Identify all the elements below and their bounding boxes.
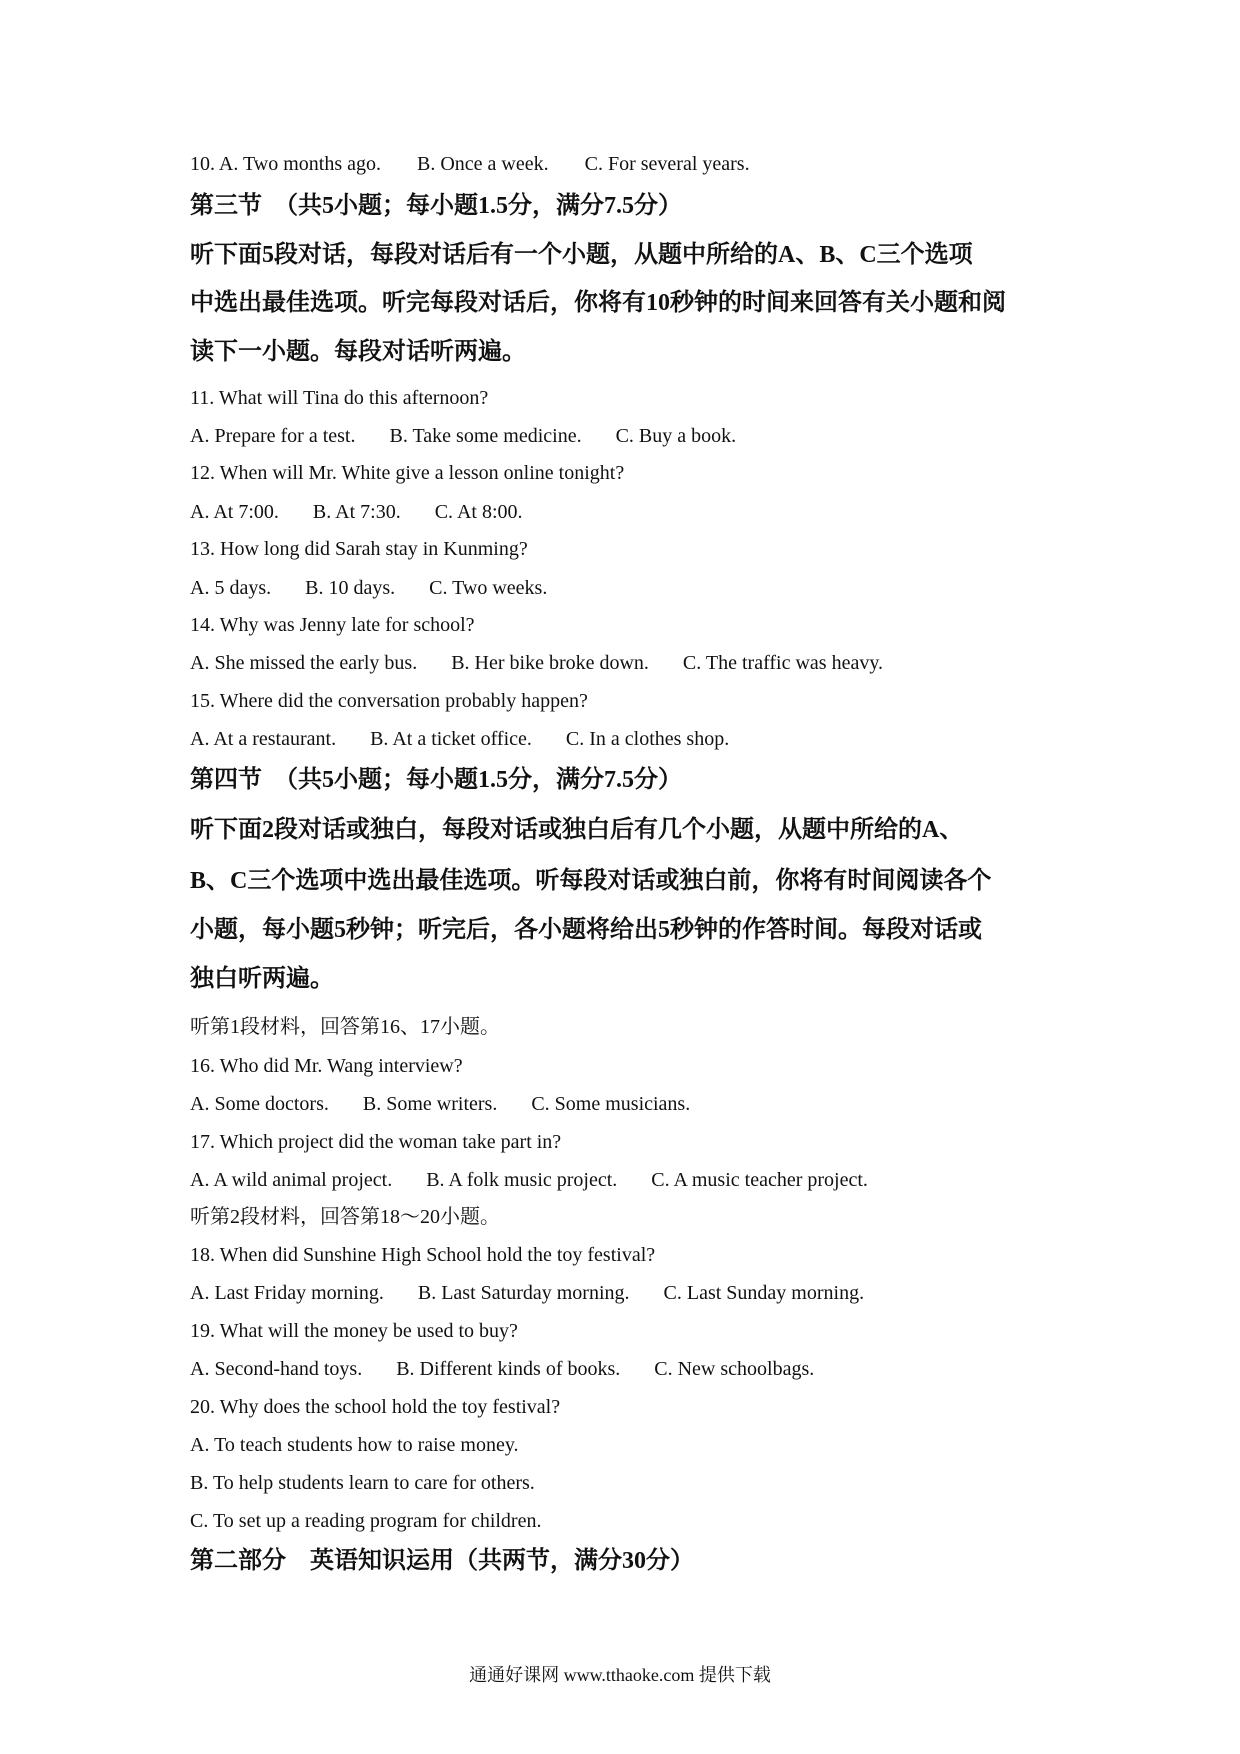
q18-options — [190, 1280, 864, 1306]
q11-options — [190, 423, 736, 449]
q19-option-c: C. New schoolbags. — [654, 1358, 815, 1380]
question-16: 16. Who did Mr. Wang interview? — [190, 1055, 463, 1077]
q10-options — [190, 151, 750, 177]
q17-option-c: C. A music teacher project. — [651, 1169, 868, 1191]
q12-option-b: B. At 7:30. — [312, 501, 401, 523]
q19-option-b: B. Different kinds of books. — [396, 1358, 621, 1380]
section-3-instruction-line-3: 读下一小题。每段对话听两遍。 — [190, 339, 526, 365]
q16-option-b: B. Some writers. — [362, 1093, 498, 1115]
q12-options — [190, 499, 523, 525]
question-11: 11. What will Tina do this afternoon? — [190, 387, 489, 409]
q15-options — [190, 726, 729, 752]
q16-option-a: A. Some doctors. — [190, 1093, 329, 1115]
section-4-instruction-line-2: B、C三个选项中选出最佳选项。听每段对话或独白前，你将有时间阅读各个 — [190, 868, 992, 894]
question-12: 12. When will Mr. White give a lesson online tonight? — [190, 462, 625, 484]
q18-option-b: B. Last Saturday morning. — [417, 1282, 630, 1304]
question-13: 13. How long did Sarah stay in Kunming? — [190, 538, 528, 560]
q20-option-c: C. To set up a reading program for children. — [190, 1510, 542, 1532]
q10-option-a: 10. A. Two months ago. — [190, 153, 382, 175]
q11-option-c: C. Buy a book. — [615, 425, 737, 447]
q19-options — [190, 1356, 814, 1382]
section-4-heading: 第四节 （共5小题；每小题1.5分，满分7.5分） — [190, 767, 682, 793]
section-4-instruction-line-3: 小题，每小题5秒钟；听完后，各小题将给出5秒钟的作答时间。每段对话或 — [190, 917, 982, 943]
q10-option-c: C. For several years. — [584, 153, 750, 175]
q10-option-b: B. Once a week. — [417, 153, 549, 175]
material-2-note: 听第2段材料，回答第18～20小题。 — [190, 1206, 500, 1228]
q14-option-b: B. Her bike broke down. — [451, 652, 649, 674]
page-footer: 通通好课网 www.tthaoke.com 提供下载 — [469, 1665, 771, 1685]
question-18: 18. When did Sunshine High School hold the toy festival? — [190, 1244, 656, 1266]
q15-option-b: B. At a ticket office. — [370, 728, 532, 750]
question-14: 14. Why was Jenny late for school? — [190, 614, 475, 636]
q13-option-b: B. 10 days. — [305, 577, 396, 599]
material-1-note: 听第1段材料，回答第16、17小题。 — [190, 1016, 500, 1038]
q14-option-c: C. The traffic was heavy. — [682, 652, 884, 674]
q19-option-a: A. Second-hand toys. — [190, 1358, 363, 1380]
q16-option-c: C. Some musicians. — [531, 1093, 691, 1115]
q12-option-c: C. At 8:00. — [434, 501, 523, 523]
section-3-instruction-line-2: 中选出最佳选项。听完每段对话后，你将有10秒钟的时间来回答有关小题和阅 — [190, 290, 1006, 316]
q20-option-b: B. To help students learn to care for others. — [190, 1472, 535, 1494]
q14-option-a: A. She missed the early bus. — [190, 652, 418, 674]
question-17: 17. Which project did the woman take part in? — [190, 1131, 562, 1153]
q20-option-a: A. To teach students how to raise money. — [190, 1434, 519, 1456]
q17-option-a: A. A wild animal project. — [190, 1169, 393, 1191]
q18-option-c: C. Last Sunday morning. — [663, 1282, 865, 1304]
part-2-heading: 第二部分 英语知识运用（共两节，满分30分） — [190, 1548, 694, 1574]
q15-option-a: A. At a restaurant. — [190, 728, 337, 750]
section-3-instruction-line-1: 听下面5段对话，每段对话后有一个小题，从题中所给的A、B、C三个选项 — [190, 242, 973, 268]
q18-option-a: A. Last Friday morning. — [190, 1282, 384, 1304]
q11-option-b: B. Take some medicine. — [389, 425, 582, 447]
q16-options — [190, 1091, 690, 1117]
q12-option-a: A. At 7:00. — [190, 501, 279, 523]
q13-option-c: C. Two weeks. — [429, 577, 548, 599]
section-4-instruction-line-1: 听下面2段对话或独白，每段对话或独白后有几个小题，从题中所给的A、 — [190, 817, 964, 843]
q13-option-a: A. 5 days. — [190, 577, 272, 599]
question-15: 15. Where did the conversation probably happen? — [190, 690, 588, 712]
section-3-heading: 第三节 （共5小题；每小题1.5分，满分7.5分） — [190, 193, 682, 219]
question-19: 19. What will the money be used to buy? — [190, 1320, 518, 1342]
q13-options — [190, 575, 547, 601]
q17-options — [190, 1167, 868, 1193]
q17-option-b: B. A folk music project. — [426, 1169, 618, 1191]
q14-options — [190, 650, 883, 676]
section-4-instruction-line-4: 独白听两遍。 — [190, 966, 334, 992]
q11-option-a: A. Prepare for a test. — [190, 425, 356, 447]
question-20: 20. Why does the school hold the toy festival? — [190, 1396, 561, 1418]
q15-option-c: C. In a clothes shop. — [565, 728, 730, 750]
